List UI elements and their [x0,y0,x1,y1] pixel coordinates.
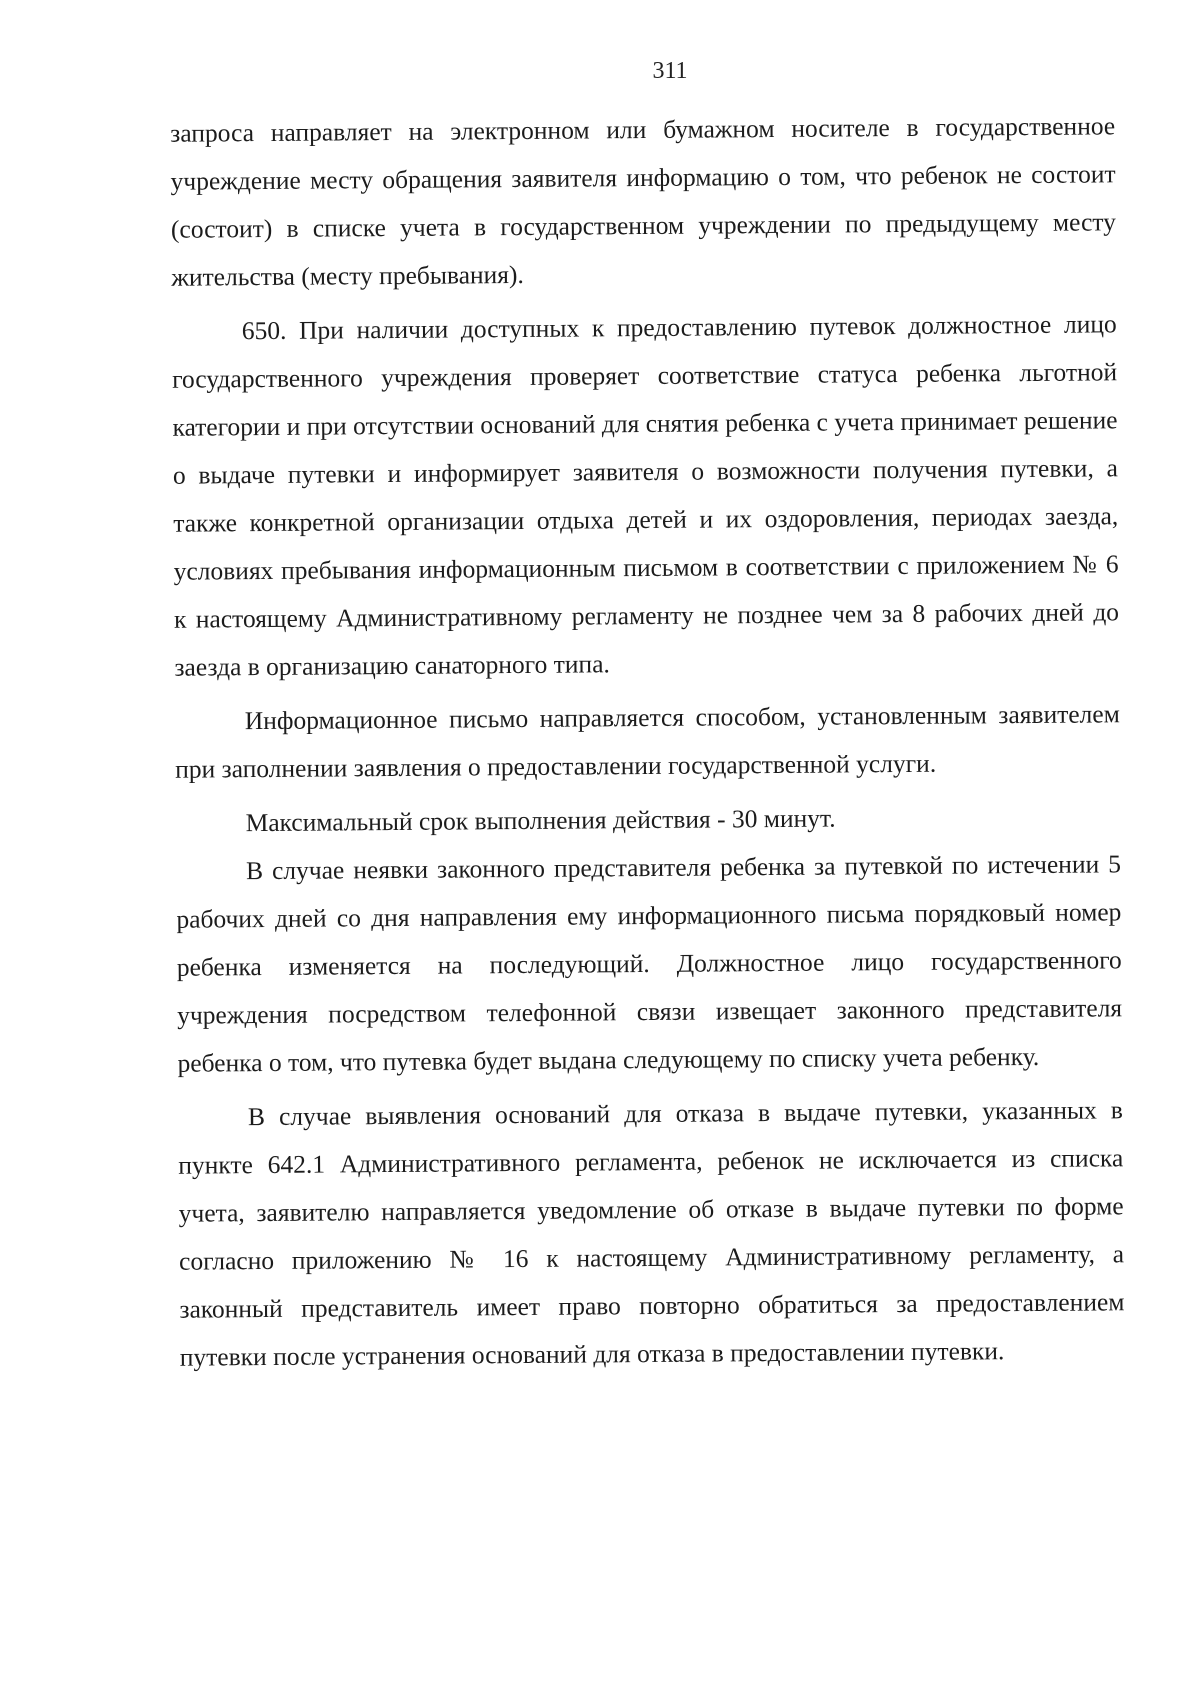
document-body [170,102,1125,1381]
paragraph-5: В случае неявки законного представителя ребенка за путевкой по истечении 5 рабочих дней со дня направления ему информационного письма порядковый номер ребенка изменяется на последующий. Должностное лицо государственного учреждения посредством телефонной связи извещает законного представителя ребенка о том, что путевка будет выдана следующему по списку учета ребенку. [176,849,1123,1078]
paragraph-3: Информационное письмо направляется способом, установленным заявителем при заполнении заявления о предоставлении государственной услуги. [175,699,1120,784]
paragraph-4: Максимальный срок выполнения действия - 30 минут. [245,803,836,838]
page-number: 311 [652,58,688,84]
paragraph-1: запроса направляет на электронном или бумажном носителе в государственное учреждение месту обращения заявителя информацию о том, что ребенок не состоит (состоит) в списке учета в государственном учреждении по предыдущему месту жительства (месту пребывания). [170,111,1117,292]
paragraph-2: 650. При наличии доступных к предоставлению путевок должностное лицо государственного учреждения проверяет соответствие статуса ребенка льготной категории и при отсутствии оснований для снятия ребенка с учета принимает решение о выдаче путевки и информирует заявителя о возможности получения путевки, а также конкретной организации отдыха детей и их оздоровления, периодах заезда, условиях пребывания информационным письмом в соответствии с приложением № 6 к настоящему Административному регламенту не позднее чем за 8 рабочих дней до заезда в организацию санаторного типа. [172,309,1120,682]
paragraph-6: В случае выявления оснований для отказа в выдаче путевки, указанных в пункте 642.1 Административного регламента, ребенок не исключается из списка учета, заявителю направляется уведомление об отказе в выдаче путевки по форме согласно приложению № 16 к настоящему Административному регламенту, а законный представитель имеет право повторно обратиться за предоставлением путевки после устранения оснований для отказа в предоставлении путевки. [178,1095,1125,1372]
